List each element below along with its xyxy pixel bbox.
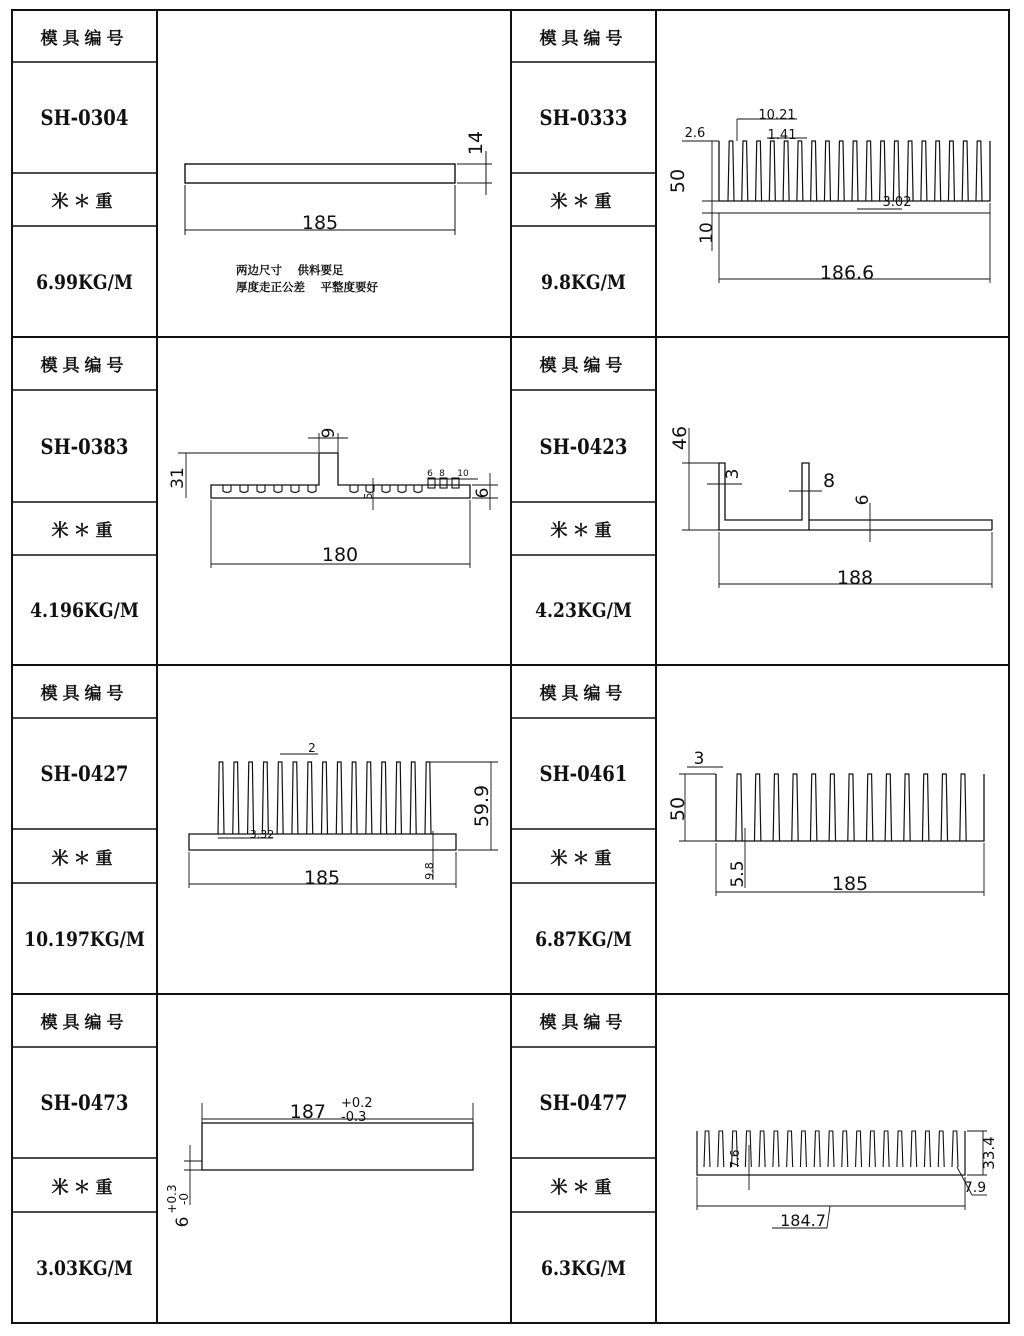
fin-outline [728,141,734,201]
dim-wall1: 3 [723,468,743,480]
dim-wall2: 8 [822,470,836,492]
slot-outline [291,485,299,493]
weight-value: 4.23KG/M [535,598,632,622]
fin-outline [948,141,954,201]
dim-width: 188 [836,567,874,589]
dim-fin-tip: 1.41 [767,128,797,143]
dim-a: 6 [427,469,433,479]
fin-outline [292,762,298,834]
fin-outline [893,141,899,201]
mold-no-label: 模具编号 [539,684,628,704]
mold-no-label: 模具编号 [40,1013,129,1033]
fin-outline [962,141,968,201]
fin-outline [718,1131,724,1167]
dim-b: 8 [439,469,445,479]
fin-outline [745,1131,751,1167]
fin-outline [866,774,872,841]
note-line: 两边尺寸 供料要足 [236,263,344,277]
dim-width: 185 [303,867,341,889]
dim-height: 46 [669,425,691,451]
dim-wall: 3 [693,749,705,769]
dim-base: 9.8 [423,862,436,880]
fin-outline [811,141,817,201]
fin-outline [783,141,789,201]
fin-outline [769,141,775,201]
fin-outline [773,774,779,841]
dim-base: 7.9 [963,1180,987,1196]
fin-outline [307,762,313,834]
dim-width: 180 [321,544,359,566]
dim-width: 186.6 [819,262,875,284]
fin-outline [773,1131,779,1167]
weight-label: 米＊重 [550,192,617,212]
mold-code: SH-0304 [40,105,129,130]
fin-outline [336,762,342,834]
fin-outline [856,1131,862,1167]
fin-outline [883,1131,889,1167]
fin-outline [381,762,387,834]
mold-no-label: 模具编号 [40,28,129,49]
fin-outline [842,1131,848,1167]
dim-height: 50 [667,168,689,194]
weight-value: 6.3KG/M [541,1255,626,1280]
fin-outline [852,141,858,201]
mold-no-label: 模具编号 [40,356,129,376]
fin-outline [921,141,927,201]
dim-width: 184.7 [780,1211,826,1230]
dim-c: 10 [457,469,469,479]
dim-thick: 6 [173,1216,193,1228]
weight-label: 米＊重 [550,1177,617,1198]
fin-outline [935,141,941,201]
fin-outline [924,1131,930,1167]
dim-base: 5.5 [728,860,748,888]
dim-height: 59.9 [471,784,493,828]
fin-outline [880,141,886,201]
mold-code: SH-0473 [40,1090,129,1115]
mold-code: SH-0427 [40,761,129,786]
fin-outline [976,141,982,201]
dim-gap: 3.32 [249,828,275,841]
slot-outline [308,485,316,493]
fin-outline [897,1131,903,1167]
fin-outline [395,762,401,834]
weight-value: 6.87KG/M [535,926,632,951]
fin-outline [800,1131,806,1167]
dim-thick: 6 [473,487,493,499]
fin-outline [866,141,872,201]
slot-outline [274,485,282,493]
dim-height: 50 [667,796,689,822]
drawing-note [236,262,378,296]
slot-outline [452,478,459,488]
fin-outline [262,762,268,834]
fin-outline [907,141,913,201]
slot-outline [440,478,447,488]
dim-height: 14 [465,130,487,156]
mold-code: SH-0461 [539,761,628,786]
profile-drawing-sh-0473 [158,995,510,1322]
profile-drawing-sh-0477 [657,995,1008,1322]
slot-outline [350,485,358,493]
dim-width-tol-minus: -0.3 [341,1110,367,1125]
weight-value: 6.99KG/M [36,269,133,294]
weight-label: 米＊重 [51,521,118,541]
weight-label: 米＊重 [51,848,118,869]
fin-outline [848,774,854,841]
slot-outline [240,485,248,493]
dim-rib: 9 [319,427,339,439]
dim-width: 185 [301,212,339,234]
weight-value: 9.8KG/M [541,269,626,294]
mold-code: SH-0383 [40,433,129,459]
dim-fin: 2 [308,741,316,755]
fin-outline [838,141,844,201]
fin-outline [754,774,760,841]
dim-base: 10 [697,222,717,244]
fin-outline [277,762,283,834]
mold-no-label: 模具编号 [539,28,628,49]
fin-outline [233,762,239,834]
fin-outline [787,1131,793,1167]
note-line: 厚度走正公差 平整度要好 [236,280,379,294]
fin-outline [425,762,431,834]
slot-outline [223,485,231,493]
fin-outline [941,774,947,841]
slot-outline [398,485,406,493]
fin-outline [911,1131,917,1167]
fin-outline [824,141,830,201]
dim-width-tol-plus: +0.2 [341,1096,373,1111]
fin-outline [904,774,910,841]
dim-height: 31 [168,467,188,489]
fin-outline [828,1131,834,1167]
fin-outline [366,762,372,834]
fin-outline [814,1131,820,1167]
dim-pitch: 10.21 [758,108,796,123]
dim-width: 187 [289,1101,326,1123]
weight-value: 4.196KG/M [30,598,139,622]
mold-no-label: 模具编号 [539,356,628,376]
profile-drawing-sh-0427 [158,666,510,993]
fin-outline [869,1131,875,1167]
dim-height: 33.4 [980,1136,998,1170]
fin-outline [742,141,748,201]
fin-outline [704,1131,710,1167]
profile-drawing-sh-0333 [657,11,1008,336]
dim-gap: 3.02 [882,195,912,210]
slot-outline [414,485,422,493]
fin-outline [322,762,328,834]
slot-outline [257,485,265,493]
fin-outline [351,762,357,834]
fin-outline [938,1131,944,1167]
fin-outline [410,762,416,834]
fin-outline [759,1131,765,1167]
mold-code: SH-0423 [539,433,628,459]
dim-thick-tol-minus: -0 [177,1193,191,1205]
fin-outline [885,774,891,841]
dim-wall: 2.6 [684,126,706,141]
dim-fin: 7.6 [728,1149,742,1169]
slot-outline [382,485,390,493]
weight-value: 3.03KG/M [36,1255,133,1280]
fin-outline [756,141,762,201]
fin-outline [922,774,928,841]
dim-thick-tol-plus: +0.3 [165,1184,179,1214]
weight-label: 米＊重 [51,192,118,212]
weight-label: 米＊重 [550,848,617,869]
mold-no-label: 模具编号 [40,684,129,704]
fin-outline [829,774,835,841]
fin-outline [960,774,966,841]
fin-outline [218,762,224,834]
dim-width: 185 [831,873,869,895]
profile-drawing-sh-0423 [657,338,1008,664]
dim-slot: 5 [362,492,375,500]
slot-outline [428,478,435,488]
fin-outline [810,774,816,841]
fin-outline [736,774,742,841]
fin-outline [797,141,803,201]
fin-outline [952,1131,958,1167]
weight-label: 米＊重 [51,1177,118,1198]
weight-label: 米＊重 [550,521,617,541]
fin-outline [792,774,798,841]
weight-value: 10.197KG/M [24,926,145,951]
mold-code: SH-0477 [539,1090,628,1115]
mold-no-label: 模具编号 [539,1013,628,1033]
fin-outline [248,762,254,834]
mold-code: SH-0333 [539,105,628,130]
dim-thick: 6 [853,494,873,506]
profile-drawing-sh-0383 [158,338,510,664]
profile-drawing-sh-0461 [657,666,1008,993]
